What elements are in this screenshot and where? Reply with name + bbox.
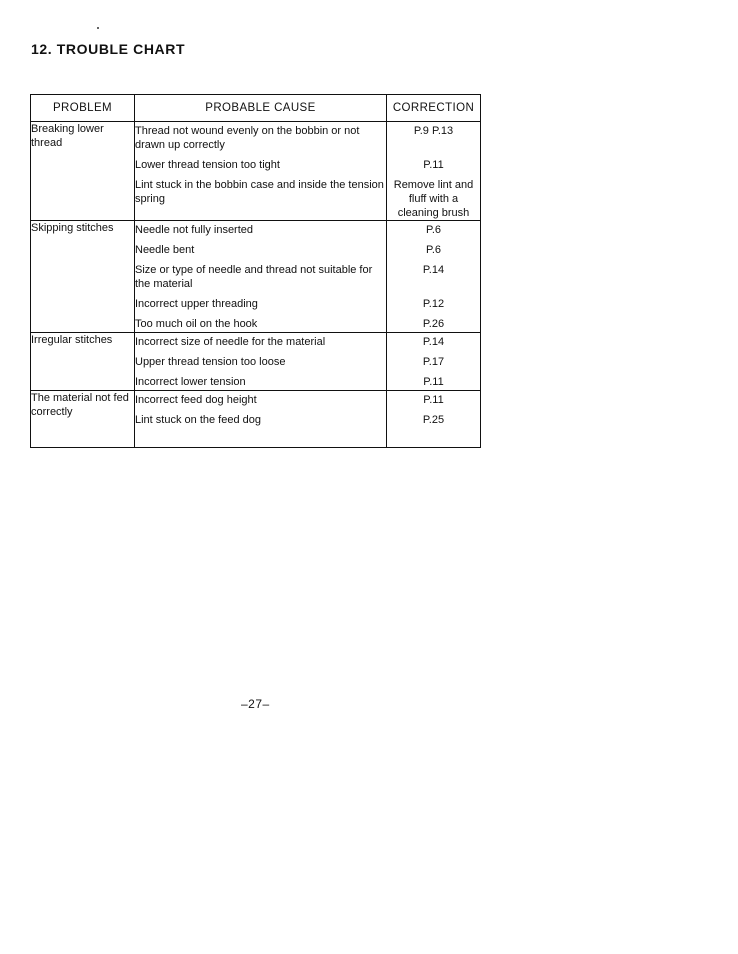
problem-cell: Skipping stitches (31, 221, 135, 333)
table-row (31, 122, 481, 221)
correction-text: P.11 (423, 394, 444, 406)
page-number: –27– (241, 697, 270, 711)
correction-text: Remove lint and fluff with a cleaning brush (393, 179, 474, 219)
problem-cell: Irregular stitches (31, 333, 135, 391)
problem-cell: Breaking lower thread (31, 122, 135, 221)
correction-cell (387, 221, 481, 333)
column-header-problem: PROBLEM (31, 95, 135, 122)
cause-text: Lint stuck in the bobbin case and inside the tension spring (135, 179, 384, 205)
table-row (31, 391, 481, 448)
cause-cell (135, 221, 387, 333)
cause-cell (135, 122, 387, 221)
problem-cell: The material not fed correctly (31, 391, 135, 448)
correction-text: P.11 (423, 159, 444, 171)
table-row (31, 333, 481, 391)
cause-cell (135, 333, 387, 391)
cause-cell (135, 391, 387, 448)
correction-text: P.25 (422, 414, 445, 426)
trouble-chart-table (30, 94, 481, 448)
cause-text: Incorrect feed dog height (135, 394, 257, 406)
correction-cell (387, 391, 481, 448)
correction-text: P.14 (422, 264, 445, 276)
page-title: 12. TROUBLE CHART (31, 41, 186, 57)
table-row (31, 221, 481, 333)
cause-text: Needle not fully inserted (135, 224, 254, 236)
correction-text: P.17 (422, 356, 445, 368)
correction-text: P.6 (425, 244, 442, 256)
cause-text: Upper thread tension too loose (135, 356, 286, 368)
column-header-correction: CORRECTION (387, 95, 481, 122)
correction-text: P.26 (422, 318, 445, 330)
correction-text: P.14 (422, 336, 445, 348)
column-header-probable-cause: PROBABLE CAUSE (135, 95, 387, 122)
correction-text: P.9 P.13 (413, 125, 454, 137)
cause-text: Thread not wound evenly on the bobbin or not drawn up correctly (135, 125, 360, 151)
correction-text: P.6 (425, 224, 442, 236)
cause-text: Incorrect upper threading (135, 298, 258, 310)
cause-text: Lower thread tension too tight (135, 159, 280, 171)
cause-text: Incorrect lower tension (135, 376, 246, 388)
correction-text: P.12 (422, 298, 445, 310)
cause-text: Lint stuck on the feed dog (135, 414, 261, 426)
cause-text: Needle bent (135, 244, 195, 256)
cause-text: Too much oil on the hook (135, 318, 258, 330)
cause-text: Incorrect size of needle for the material (135, 336, 326, 348)
cause-text: Size or type of needle and thread not suitable for the material (135, 264, 373, 290)
correction-cell (387, 333, 481, 391)
stray-mark (97, 27, 99, 29)
correction-text: P.11 (423, 376, 444, 388)
correction-cell (387, 122, 481, 221)
table-header-row (31, 95, 481, 122)
